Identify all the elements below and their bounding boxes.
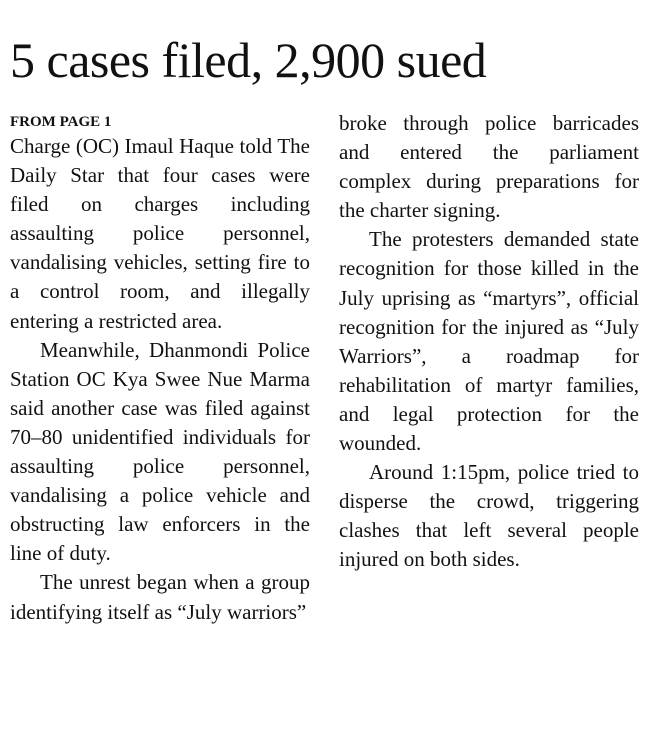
- paragraph: Around 1:15pm, police tried to disperse the crowd, triggering clashes that left several people injured on both sides.: [339, 460, 639, 572]
- paragraph: broke through police barricades and entered the parliament complex during preparations for the charter signing.: [339, 111, 639, 223]
- paragraph: The protesters demanded state recognition for those killed in the July uprising as “martyrs”, official recognition for the injured as “July Warriors”, a roadmap for rehabilitation of martyr families, and legal protection for the wounded.: [339, 227, 639, 456]
- paragraph: Charge (OC) Imaul Haque told The Daily Star that four cases were filed on charges including assaulting police personnel, vandalising vehicles, setting fire to a control room, and illegally entering a restricted area.: [10, 134, 310, 333]
- paragraph: Meanwhile, Dhanmondi Police Station OC Kya Swee Nue Marma said another case was filed against 70–80 unidentified individuals for assaulting police personnel, vandalising a police vehicle and obstructing law enforcers in the line of duty.: [10, 337, 310, 566]
- article-column-left: [10, 112, 310, 627]
- from-page-kicker: FROM PAGE 1: [10, 114, 112, 130]
- article-column-right: [339, 112, 639, 575]
- paragraph: The unrest began when a group identifying itself as “July warriors”: [10, 570, 310, 624]
- headline: 5 cases filed, 2,900 sued: [10, 32, 487, 88]
